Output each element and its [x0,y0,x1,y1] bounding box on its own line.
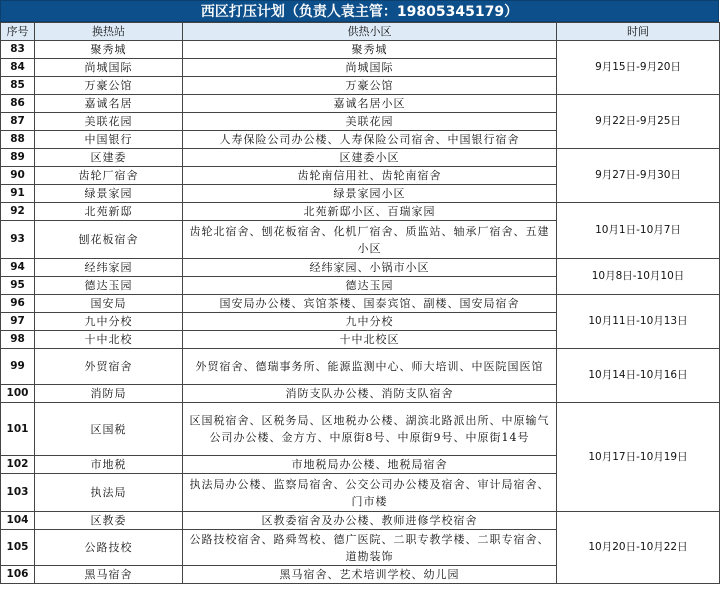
header-seq: 序号 [1,23,35,41]
row-area: 德达玉园 [183,277,557,295]
row-seq: 97 [1,313,35,331]
row-area: 区教委宿舍及办公楼、教师进修学校宿舍 [183,512,557,530]
row-seq: 85 [1,77,35,95]
row-area: 公路技校宿舍、路舜驾校、德广医院、二职专教学楼、二职专宿舍、道勘装饰 [183,530,557,566]
row-station: 德达玉园 [35,277,183,295]
row-station: 国安局 [35,295,183,313]
header-station: 换热站 [35,23,183,41]
table-row [1,403,720,456]
row-period: 10月14日-10月16日 [557,349,720,403]
row-station: 市地税 [35,456,183,474]
row-seq: 104 [1,512,35,530]
row-period: 10月20日-10月22日 [557,512,720,584]
row-period: 9月27日-9月30日 [557,149,720,203]
row-area: 区国税宿舍、区税务局、区地税办公楼、湖滨北路派出所、中原输气公司办公楼、金方方、中原街8号、中原街9号、中原街14号 [183,403,557,456]
row-area: 美联花园 [183,113,557,131]
table-row [1,41,720,59]
table-row [1,203,720,221]
row-area: 国安局办公楼、宾馆茶楼、国泰宾馆、副楼、国安局宿舍 [183,295,557,313]
row-area: 尚城国际 [183,59,557,77]
row-seq: 99 [1,349,35,385]
row-station: 嘉诚名居 [35,95,183,113]
row-station: 执法局 [35,474,183,512]
row-station: 万豪公馆 [35,77,183,95]
row-area: 十中北校区 [183,331,557,349]
row-seq: 100 [1,385,35,403]
table-row [1,95,720,113]
row-seq: 101 [1,403,35,456]
row-seq: 90 [1,167,35,185]
row-station: 九中分校 [35,313,183,331]
row-area: 嘉诚名居小区 [183,95,557,113]
row-station: 北苑新邸 [35,203,183,221]
row-period: 9月15日-9月20日 [557,41,720,95]
row-area: 北苑新邸小区、百瑞家园 [183,203,557,221]
row-station: 公路技校 [35,530,183,566]
row-station: 区国税 [35,403,183,456]
page-title: 西区打压计划（负责人袁主管：19805345179） [0,0,719,22]
table-row [1,349,720,385]
table-row [1,295,720,313]
row-period: 10月11日-10月13日 [557,295,720,349]
row-seq: 88 [1,131,35,149]
row-seq: 91 [1,185,35,203]
row-station: 区建委 [35,149,183,167]
row-station: 齿轮厂宿舍 [35,167,183,185]
table-header-row [1,23,720,41]
row-station: 中国银行 [35,131,183,149]
row-period: 10月1日-10月7日 [557,203,720,259]
row-area: 齿轮南信用社、齿轮南宿舍 [183,167,557,185]
row-area: 黑马宿舍、艺术培训学校、幼儿园 [183,566,557,584]
row-area: 人寿保险公司办公楼、人寿保险公司宿舍、中国银行宿舍 [183,131,557,149]
row-seq: 96 [1,295,35,313]
row-station: 经纬家园 [35,259,183,277]
row-area: 聚秀城 [183,41,557,59]
row-seq: 95 [1,277,35,295]
row-area: 齿轮北宿舍、刨花板宿舍、化机厂宿舍、质监站、轴承厂宿舍、五建小区 [183,221,557,259]
row-seq: 94 [1,259,35,277]
row-seq: 92 [1,203,35,221]
row-seq: 86 [1,95,35,113]
header-area: 供热小区 [183,23,557,41]
row-seq: 87 [1,113,35,131]
row-station: 区教委 [35,512,183,530]
row-seq: 103 [1,474,35,512]
row-station: 聚秀城 [35,41,183,59]
row-station: 刨花板宿舍 [35,221,183,259]
row-seq: 102 [1,456,35,474]
pressure-test-schedule-table [0,22,720,584]
row-station: 绿景家园 [35,185,183,203]
row-station: 十中北校 [35,331,183,349]
row-area: 执法局办公楼、监察局宿舍、公交公司办公楼及宿舍、审计局宿舍、门市楼 [183,474,557,512]
row-station: 外贸宿舍 [35,349,183,385]
row-area: 区建委小区 [183,149,557,167]
row-area: 消防支队办公楼、消防支队宿舍 [183,385,557,403]
table-row [1,149,720,167]
row-seq: 93 [1,221,35,259]
row-period: 10月8日-10月10日 [557,259,720,295]
row-station: 尚城国际 [35,59,183,77]
row-seq: 105 [1,530,35,566]
row-period: 10月17日-10月19日 [557,403,720,512]
row-area: 市地税局办公楼、地税局宿舍 [183,456,557,474]
row-seq: 106 [1,566,35,584]
row-area: 万豪公馆 [183,77,557,95]
row-station: 黑马宿舍 [35,566,183,584]
table-row [1,512,720,530]
row-seq: 83 [1,41,35,59]
row-seq: 84 [1,59,35,77]
row-area: 外贸宿舍、德瑞事务所、能源监测中心、师大培训、中医院国医馆 [183,349,557,385]
row-period: 9月22日-9月25日 [557,95,720,149]
table-row [1,259,720,277]
row-area: 九中分校 [183,313,557,331]
row-station: 美联花园 [35,113,183,131]
row-seq: 89 [1,149,35,167]
row-area: 经纬家园、小锅市小区 [183,259,557,277]
row-seq: 98 [1,331,35,349]
row-station: 消防局 [35,385,183,403]
header-time: 时间 [557,23,720,41]
row-area: 绿景家园小区 [183,185,557,203]
